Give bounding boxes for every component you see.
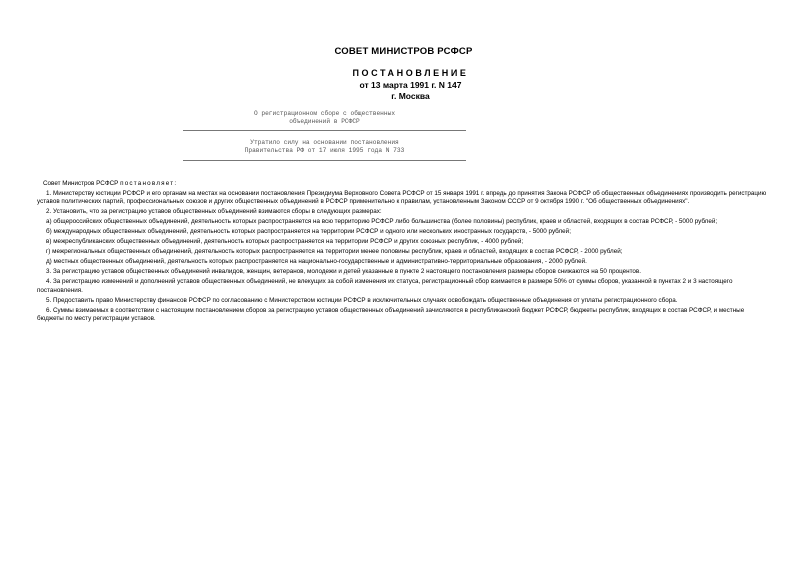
paragraph-2g: г) межрегиональных общественных объединений, деятельность которых распространяется на территории менее половины республик, краев и областей, входящих в состав РСФСР, - 2000 рублей; [46,248,623,256]
paragraph-5: 5. Предоставить право Министерству финансов РСФСР по согласованию с Министерством юстиции РСФСР в исключительных случаях освобождать общественные объединения от уплаты регистрационного сбора. [46,296,678,304]
divider-line [183,160,466,161]
paragraph-2: 2. Установить, что за регистрацию уставов общественных объединений взимаются сборы в следующих размерах: [46,208,382,216]
paragraph-2b: б) международных общественных объединений, деятельность которых распространяется на территории РСФСР и одного или нескольких иностранных государств, - 5000 рублей; [46,228,571,236]
document-body [37,180,772,325]
paragraph-4: 4. За регистрацию изменений и дополнений уставов общественных объединений, не влекущих за собой изменения их статуса, регистрационный сбор взимается в размере 50% от суммы сборов, указанной в пунктах 2 и 3 настоящего постановления. [37,278,733,294]
paragraph-2d: д) местных общественных объединений, деятельность которых распространяется на национально-государственные и административно-территориальные образования, - 2000 рублей. [46,258,587,266]
paragraph-3: 3. За регистрацию уставов общественных объединений инвалидов, женщин, ветеранов, молодежи и детей указанные в пункте 2 настоящего постановления размеры сборов снижаются на 50 процентов. [46,268,642,276]
preamble-lead: Совет Министров РСФСР [43,180,121,187]
status-note [183,139,466,155]
preamble-verb: постановляет: [120,180,178,187]
document-city: г. Москва [391,91,430,101]
document-date-number: от 13 марта 1991 г. N 147 [359,80,462,90]
status-note-line-1: Утратило силу на основании постановления [250,139,399,146]
document-title-note [183,110,466,126]
title-note-line-2: объединений в РСФСР [289,118,360,125]
paragraph-2a: а) общероссийских общественных объединений, деятельность которых распространяется на всю территорию РСФСР либо большинства (более половины) республик, краев и областей, входящих в состав РСФСР, - 5000 рублей; [46,218,718,226]
status-note-line-2: Правительства РФ от 17 июля 1995 года N 733 [244,147,405,154]
title-note-line-1: О регистрационном сборе с общественных [253,110,396,117]
paragraph-2v: в) межреспубликанских общественных объединений, деятельность которых распространяется на территории РСФСР и других союзных республик, - 4000 рублей; [46,238,524,246]
paragraph-1: 1. Министерству юстиции РСФСР и его органам на местах на основании постановления Президиума Верховного Совета РСФСР от 15 января 1991 г. впредь до принятия Закона РСФСР об общественных объединениях производить регистрацию уставов политических партий, профессиональных союзов и других общественных объединений в РСФСР применительно к правилам, установленным Законом СССР от 9 октября 1990 г. "Об общественных объединениях". [37,190,767,206]
paragraph-6: 6. Суммы взимаемых в соответствии с настоящим постановлением сборов за регистрацию уставов общественных объединений зачисляются в республиканский бюджет РСФСР, бюджеты республик, входящих в состав РСФСР, и местные бюджеты по месту регистрации уставов. [37,306,745,323]
preamble [37,180,772,188]
document-type-title: ПОСТАНОВЛЕНИЕ [352,68,469,78]
divider-line [183,130,466,131]
issuing-body-title: СОВЕТ МИНИСТРОВ РСФСР [334,46,473,57]
